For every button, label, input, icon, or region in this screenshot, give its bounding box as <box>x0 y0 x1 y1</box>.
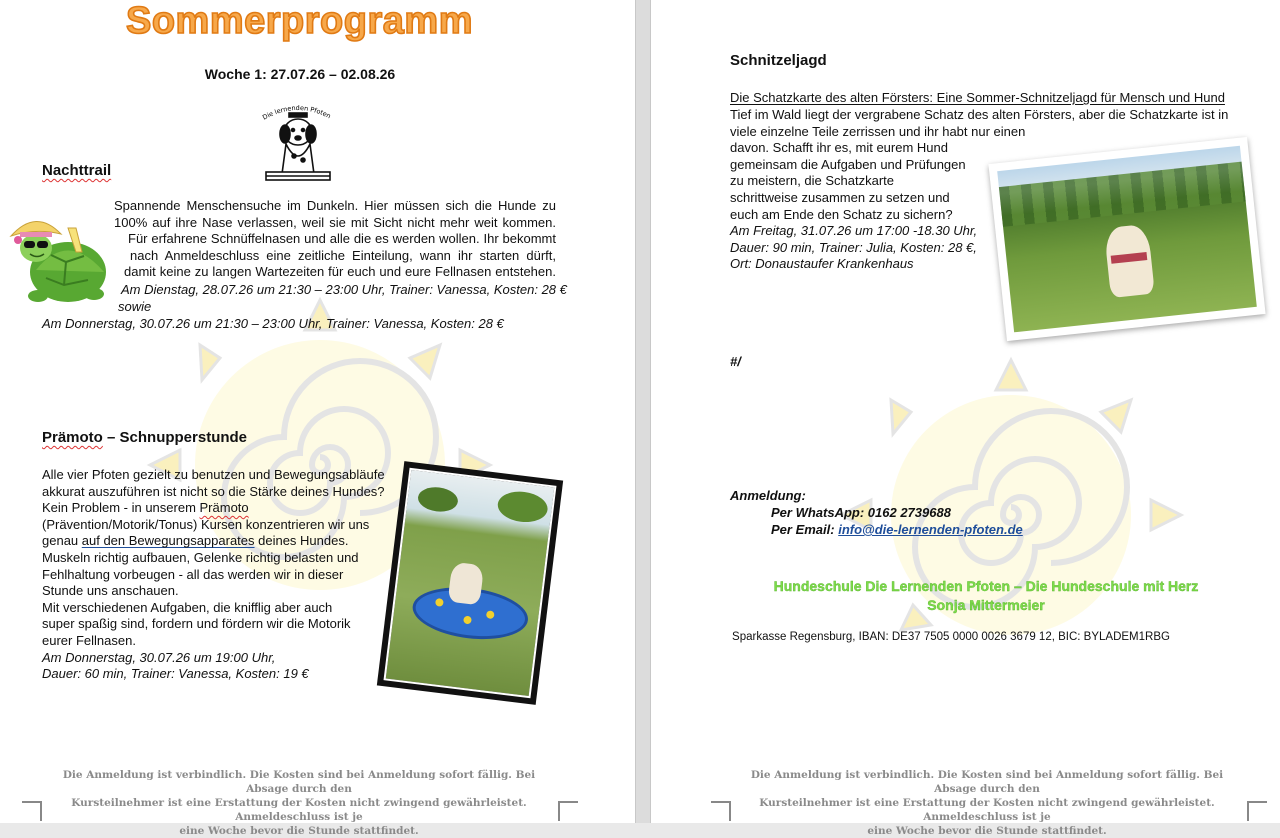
nachttrail-date-1: Am Dienstag, 28.07.26 um 21:30 – 23:00 Uhr, Trainer: Vanessa, Kosten: 28 € <box>121 282 567 297</box>
anmeldung-label: Anmeldung: <box>730 488 806 503</box>
praemoto-line <box>42 500 392 517</box>
nachttrail-sowie: sowie <box>118 299 152 314</box>
schnitzeljagd-subtitle: Die Schatzkarte des alten Försters: Eine Sommer-Schnitzeljagd für Mensch und Hund <box>730 90 1225 105</box>
margin-corner-mark <box>711 801 731 821</box>
schnitzeljagd-line: Tief im Wald liegt der vergrabene Schatz des alten Försters, aber die Schatzkarte ist in <box>730 107 1229 122</box>
anmeldung-email-label: Per Email: <box>771 522 839 537</box>
schnitzeljagd-line: zu meistern, die Schatzkarte <box>730 173 895 189</box>
turtle-illustration <box>6 210 111 305</box>
page-title: Sommerprogramm <box>126 0 473 42</box>
praemoto-line: super spaßig sind, fordern und fördern wir die Motorik <box>42 616 351 632</box>
schnitzeljagd-date: Am Freitag, 31.07.26 um 17:00 -18.30 Uhr, <box>730 223 978 239</box>
email-link[interactable]: info@die-lernenden-pfoten.de <box>838 522 1023 537</box>
schnitzeljagd-line: euch am Ende den Schatz zu sichern? <box>730 206 953 222</box>
margin-corner-mark <box>1247 801 1267 821</box>
school-owner: Sonja Mittermeier <box>927 597 1045 613</box>
footer-line: eine Woche bevor die Stunde stattfindet. <box>179 825 419 837</box>
footer-line: Die Anmeldung ist verbindlich. Die Kosten sind bei Anmeldung sofort fällig. Bei Absage durch den <box>62 769 536 795</box>
margin-corner-mark <box>558 801 578 821</box>
schnitzeljagd-location: Ort: Donaustaufer Krankenhaus <box>730 256 914 272</box>
praemoto-heading <box>42 429 247 446</box>
footer-line: Die Anmeldung ist verbindlich. Die Kosten sind bei Anmeldung sofort fällig. Bei Absage durch den <box>750 769 1224 795</box>
praemoto-line: Mit verschiedenen Aufgaben, die knifflig aber auch <box>42 599 333 615</box>
praemoto-line: akkurat auszuführen ist nicht so die Stärke deines Hundes? <box>42 483 385 499</box>
schnitzeljagd-line: schrittweise zusammen zu setzen und <box>730 189 950 205</box>
praemoto-date: Am Donnerstag, 30.07.26 um 19:00 Uhr, <box>42 649 276 665</box>
dog-logo <box>258 98 338 188</box>
nachttrail-line: Spannende Menschensuche im Dunkeln. Hier müssen sich die Hunde zu <box>114 198 556 213</box>
footer-line: Kursteilnehmer ist eine Erstattung der Kosten nicht zwingend gewährleistet. Anmeldeschluss ist je <box>759 797 1215 823</box>
nachttrail-line: 100% auf ihre Nase verlassen, weil sie mit Sicht nicht mehr weit kommen. <box>114 214 556 230</box>
dog-logo-icon <box>258 98 338 188</box>
document-page-right <box>651 0 1280 837</box>
anmeldung-email-row <box>771 522 1023 539</box>
praemoto-text <box>42 467 392 683</box>
praemoto-heading-word: Prämoto <box>42 429 103 446</box>
praemoto-line: (Prävention/Motorik/Tonus) Kursen konzentrieren wir uns <box>42 516 370 532</box>
turtle-with-sunhat-icon <box>6 210 111 305</box>
document-page-left <box>0 0 635 837</box>
praemoto-line5-c: deines Hundes. <box>254 533 349 549</box>
school-name-block <box>711 577 1261 615</box>
praemoto-line: Stunde uns anschauen. <box>42 583 179 599</box>
page-marker: #/ <box>730 354 741 369</box>
schnitzeljagd-line: viele einzelne Teile zerrissen und ihr habt nur einen <box>730 123 1026 139</box>
footer-line: eine Woche bevor die Stunde stattfindet. <box>867 825 1107 837</box>
praemoto-details: Dauer: 60 min, Trainer: Vanessa, Kosten: 19 € <box>42 666 309 682</box>
nachttrail-line: Für erfahrene Schnüffelnasen und alle die es werden wollen. Ihr bekommt <box>128 231 556 247</box>
praemoto-line: Muskeln richtig aufbauen, Gelenke richtig belasten und <box>42 549 359 565</box>
page-footer <box>40 768 558 838</box>
nachttrail-heading: Nachttrail <box>42 162 112 179</box>
praemoto-line5-b: auf den Bewegungsapparates <box>81 533 255 549</box>
anmeldung-whatsapp: Per WhatsApp: 0162 2739688 <box>771 505 951 520</box>
schnitzeljagd-heading: Schnitzeljagd <box>730 52 827 69</box>
schnitzeljagd-line: davon. Schafft ihr es, mit eurem Hund <box>730 140 948 156</box>
week-heading: Woche 1: 27.07.26 – 02.08.26 <box>204 66 396 82</box>
footer-line: Kursteilnehmer ist eine Erstattung der Kosten nicht zwingend gewährleistet. Anmeldeschluss ist je <box>71 797 527 823</box>
page-footer <box>729 768 1245 838</box>
praemoto-line: Fehlhaltung vorbeugen - all das werden wir in dieser <box>42 566 344 582</box>
nachttrail-date-2: Am Donnerstag, 30.07.26 um 21:30 – 23:00 Uhr, Trainer: Vanessa, Kosten: 28 € <box>42 316 504 331</box>
praemoto-line3-a: Kein Problem - in unserem <box>42 500 200 516</box>
praemoto-heading-rest: – Schnupperstunde <box>102 429 248 446</box>
praemoto-photo <box>377 461 563 705</box>
praemoto-line: eurer Fellnasen. <box>42 632 136 648</box>
schnitzeljagd-details: Dauer: 90 min, Trainer: Julia, Kosten: 28 €, <box>730 239 977 255</box>
school-name: Hundeschule Die Lernenden Pfoten – Die Hundeschule mit Herz <box>773 578 1199 594</box>
praemoto-line5-a: genau <box>42 533 82 549</box>
schnitzeljagd-line: gemeinsam die Aufgaben und Prüfungen <box>730 156 966 172</box>
schnitzeljagd-photo <box>988 137 1265 341</box>
nachttrail-line: damit keine zu langen Wartezeiten für euch und eure Fellnasen entstehen. <box>124 264 556 280</box>
nachttrail-line: nach Anmeldeschluss eine zeitliche Einteilung, wann ihr starten dürft, <box>130 247 556 263</box>
bank-details: Sparkasse Regensburg, IBAN: DE37 7505 0000 0026 3679 12, BIC: BYLADEM1RBG <box>732 631 1170 643</box>
margin-corner-mark <box>22 801 42 821</box>
logo-text: Die lernenden Pfoten <box>261 103 333 122</box>
praemoto-line: Alle vier Pfoten gezielt zu benutzen und Bewegungsabläufe <box>42 467 385 482</box>
praemoto-line <box>42 533 392 550</box>
nachttrail-text <box>114 198 556 281</box>
praemoto-line3-b: Prämoto <box>199 500 249 516</box>
page-gutter <box>635 0 651 823</box>
